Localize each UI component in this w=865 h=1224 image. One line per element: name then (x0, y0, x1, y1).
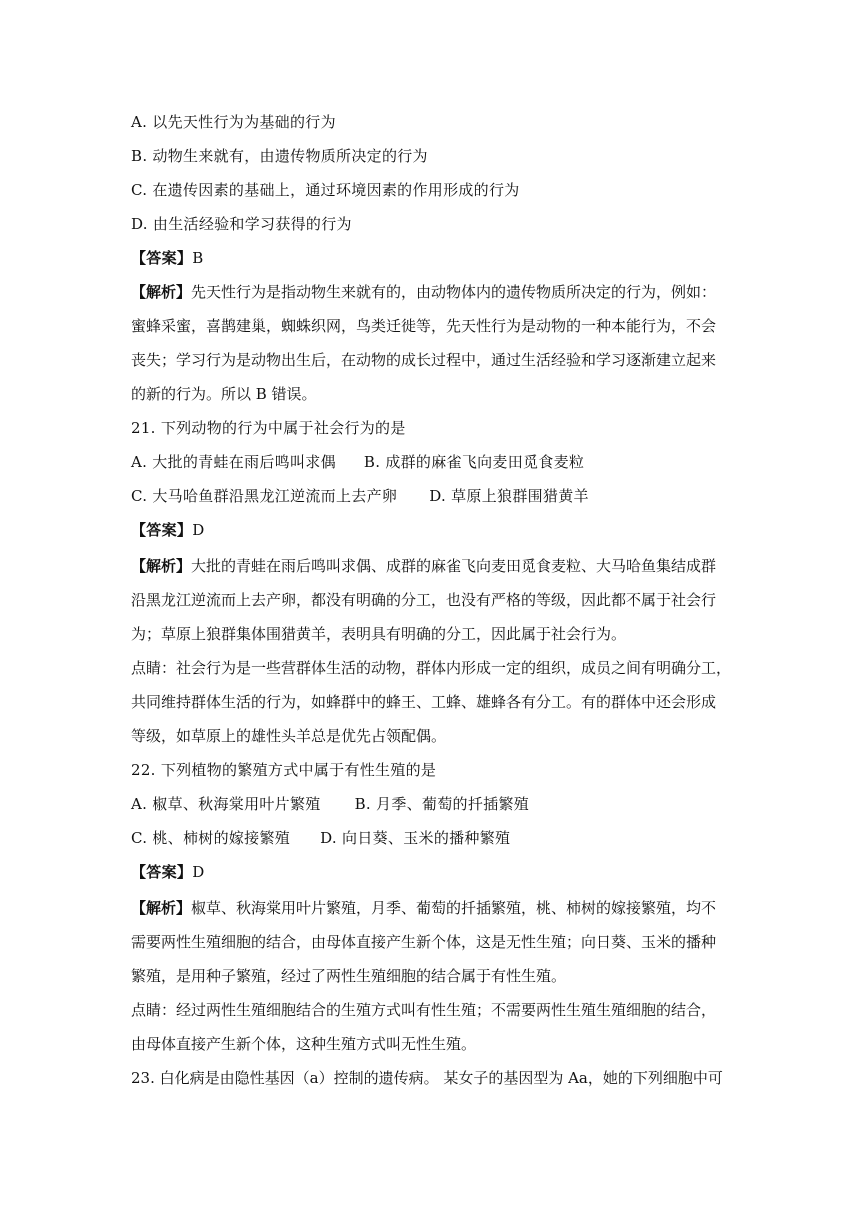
q21-option-d: D. 草原上狼群围猎黄羊 (429, 487, 589, 505)
q22-analysis-line-1 (131, 898, 716, 918)
q21-option-c: C. 大马哈鱼群沿黑龙江逆流而上去产卵 (131, 487, 398, 505)
answer-value: D (192, 521, 205, 539)
q20-option-b: B. 动物生来就有，由遗传物质所决定的行为 (131, 147, 428, 165)
q21-answer (131, 520, 205, 540)
q22-answer (131, 862, 205, 882)
q20-analysis-line-2: 蜜蜂采蜜，喜鹊建巢，蜘蛛织网，鸟类迁徙等，先天性行为是动物的一种本能行为，不会 (131, 317, 717, 335)
q21-options-row-1 (131, 452, 584, 472)
analysis-text: 先天性行为是指动物生来就有的，由动物体内的遗传物质所决定的行为，例如： (191, 283, 717, 301)
q22-options-row-2 (131, 828, 510, 848)
q22-options-row-1 (131, 794, 529, 814)
q22-analysis-line-3: 繁殖，是用种子繁殖，经过了两性生殖细胞的结合属于有性生殖。 (131, 967, 567, 985)
q22-analysis-line-2: 需要两性生殖细胞的结合，由母体直接产生新个体，这是无性生殖；向日葵、玉米的播种 (131, 933, 717, 951)
q21-option-b: B. 成群的麻雀飞向麦田觅食麦粒 (363, 453, 585, 471)
q21-analysis-line-1 (131, 556, 716, 576)
analysis-text: 椒草、秋海棠用叶片繁殖，月季、葡萄的扦插繁殖，桃、柿树的嫁接繁殖，均不 (191, 899, 717, 917)
q22-stem: 22. 下列植物的繁殖方式中属于有性生殖的是 (131, 761, 437, 779)
q20-analysis-line-4: 的新的行为。所以 B 错误。 (131, 385, 317, 403)
q20-option-a: A. 以先天性行为为基础的行为 (131, 113, 336, 131)
q21-note-line-2: 共同维持群体生活的行为，如蜂群中的蜂王、工蜂、雄蜂各有分工。有的群体中还会形成 (131, 693, 717, 711)
q23-stem: 23. 白化病是由隐性基因（a）控制的遗传病。 某女子的基因型为 Aa，她的下列细胞中可 (131, 1069, 723, 1087)
answer-value: D (192, 863, 205, 881)
q22-note-line-1: 点睛：经过两性生殖细胞结合的生殖方式叫有性生殖；不需要两性生殖生殖细胞的结合， (131, 1001, 717, 1019)
q21-analysis-line-2: 沿黑龙江逆流而上去产卵，都没有明确的分工，也没有严格的等级，因此都不属于社会行 (131, 591, 717, 609)
q20-option-c: C. 在遗传因素的基础上，通过环境因素的作用形成的行为 (131, 181, 520, 199)
analysis-tag: 【解析】 (131, 283, 192, 301)
answer-tag: 【答案】 (131, 249, 193, 267)
q21-note-line-3: 等级，如草原上的雄性头羊总是优先占领配偶。 (131, 727, 447, 745)
q20-answer (131, 248, 204, 268)
q20-analysis-line-1 (131, 282, 716, 302)
q22-note-line-2: 由母体直接产生新个体，这种生殖方式叫无性生殖。 (131, 1035, 477, 1053)
q21-option-a: A. 大批的青蛙在雨后鸣叫求偶 (131, 453, 336, 471)
q22-option-a: A. 椒草、秋海棠用叶片繁殖 (131, 795, 321, 813)
q22-option-b: B. 月季、葡萄的扦插繁殖 (354, 795, 530, 813)
analysis-text: 大批的青蛙在雨后鸣叫求偶、成群的麻雀飞向麦田觅食麦粒、大马哈鱼集结成群 (191, 557, 717, 575)
analysis-tag: 【解析】 (131, 899, 192, 917)
answer-tag: 【答案】 (131, 521, 193, 539)
q21-analysis-line-3: 为；草原上狼群集体围猎黄羊，表明具有明确的分工，因此属于社会行为。 (131, 625, 627, 643)
q21-options-row-2 (131, 486, 589, 506)
q21-note-line-1: 点睛：社会行为是一些营群体生活的动物，群体内形成一定的组织，成员之间有明确分工， (131, 659, 732, 677)
q22-option-c: C. 桃、柿树的嫁接繁殖 (131, 829, 291, 847)
answer-value: B (192, 249, 204, 267)
answer-tag: 【答案】 (131, 863, 193, 881)
analysis-tag: 【解析】 (131, 557, 192, 575)
q22-option-d: D. 向日葵、玉米的播种繁殖 (320, 829, 511, 847)
q20-analysis-line-3: 丧失；学习行为是动物出生后，在动物的成长过程中，通过生活经验和学习逐渐建立起来 (131, 351, 717, 369)
q21-stem: 21. 下列动物的行为中属于社会行为的是 (131, 419, 406, 437)
q20-option-d: D. 由生活经验和学习获得的行为 (131, 215, 352, 233)
